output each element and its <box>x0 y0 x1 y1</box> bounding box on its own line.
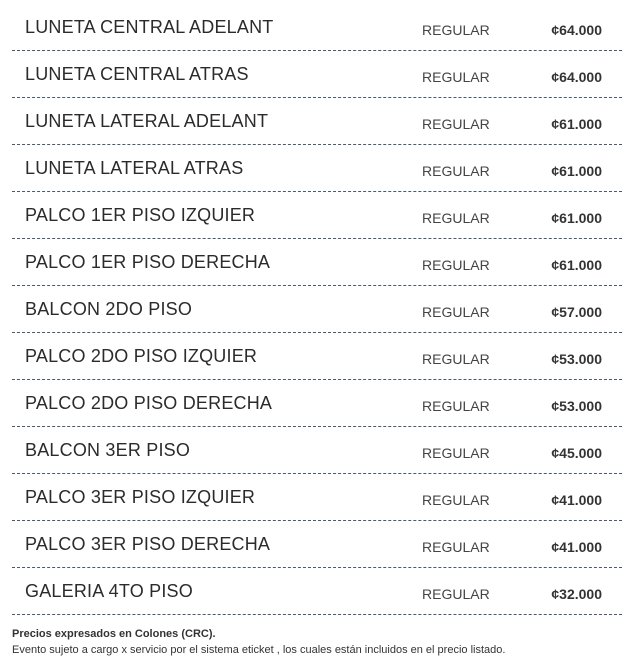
price-row <box>12 98 622 145</box>
ticket-type: REGULAR <box>422 586 490 602</box>
price-row <box>12 380 622 427</box>
zone-name: LUNETA CENTRAL ADELANT <box>25 17 274 37</box>
ticket-price: ¢64.000 <box>551 22 602 38</box>
zone-name: PALCO 3ER PISO IZQUIER <box>25 487 256 507</box>
zone-name: PALCO 2DO PISO DERECHA <box>25 393 273 413</box>
zone-name: LUNETA LATERAL ADELANT <box>25 111 269 131</box>
service-fee-note: Evento sujeto a cargo x servicio por el sistema eticket , los cuales están incluidos en el precio listado. <box>12 644 506 656</box>
ticket-type: REGULAR <box>422 539 490 555</box>
price-table <box>12 4 622 615</box>
ticket-price: ¢45.000 <box>551 445 602 461</box>
zone-name: LUNETA LATERAL ATRAS <box>25 158 244 178</box>
price-row <box>12 474 622 521</box>
price-row <box>12 51 622 98</box>
zone-name: PALCO 2DO PISO IZQUIER <box>25 346 258 366</box>
ticket-price: ¢41.000 <box>551 539 602 555</box>
price-row <box>12 192 622 239</box>
ticket-type: REGULAR <box>422 69 490 85</box>
price-row <box>12 427 622 474</box>
ticket-price: ¢53.000 <box>551 351 602 367</box>
zone-name: PALCO 1ER PISO DERECHA <box>25 252 271 272</box>
ticket-type: REGULAR <box>422 304 490 320</box>
ticket-type: REGULAR <box>422 22 490 38</box>
price-row <box>12 239 622 286</box>
price-row <box>12 333 622 380</box>
ticket-type: REGULAR <box>422 398 490 414</box>
price-row <box>12 4 622 51</box>
ticket-type: REGULAR <box>422 257 490 273</box>
zone-name: PALCO 3ER PISO DERECHA <box>25 534 271 554</box>
zone-name: BALCON 2DO PISO <box>25 299 193 319</box>
ticket-type: REGULAR <box>422 445 490 461</box>
ticket-type: REGULAR <box>422 116 490 132</box>
ticket-price: ¢32.000 <box>551 586 602 602</box>
ticket-type: REGULAR <box>422 351 490 367</box>
price-row <box>12 521 622 568</box>
ticket-type: REGULAR <box>422 492 490 508</box>
ticket-price: ¢61.000 <box>551 163 602 179</box>
ticket-price: ¢61.000 <box>551 257 602 273</box>
footer-notes <box>12 626 622 658</box>
zone-name: LUNETA CENTRAL ATRAS <box>25 64 249 84</box>
currency-note: Precios expresados en Colones (CRC). <box>12 628 216 640</box>
ticket-price: ¢57.000 <box>551 304 602 320</box>
ticket-type: REGULAR <box>422 210 490 226</box>
ticket-price: ¢61.000 <box>551 210 602 226</box>
ticket-price: ¢61.000 <box>551 116 602 132</box>
price-row <box>12 568 622 615</box>
zone-name: GALERIA 4TO PISO <box>25 581 193 601</box>
price-row <box>12 145 622 192</box>
price-row <box>12 286 622 333</box>
zone-name: PALCO 1ER PISO IZQUIER <box>25 205 256 225</box>
ticket-price: ¢53.000 <box>551 398 602 414</box>
ticket-price: ¢41.000 <box>551 492 602 508</box>
zone-name: BALCON 3ER PISO <box>25 440 191 460</box>
ticket-price: ¢64.000 <box>551 69 602 85</box>
ticket-type: REGULAR <box>422 163 490 179</box>
